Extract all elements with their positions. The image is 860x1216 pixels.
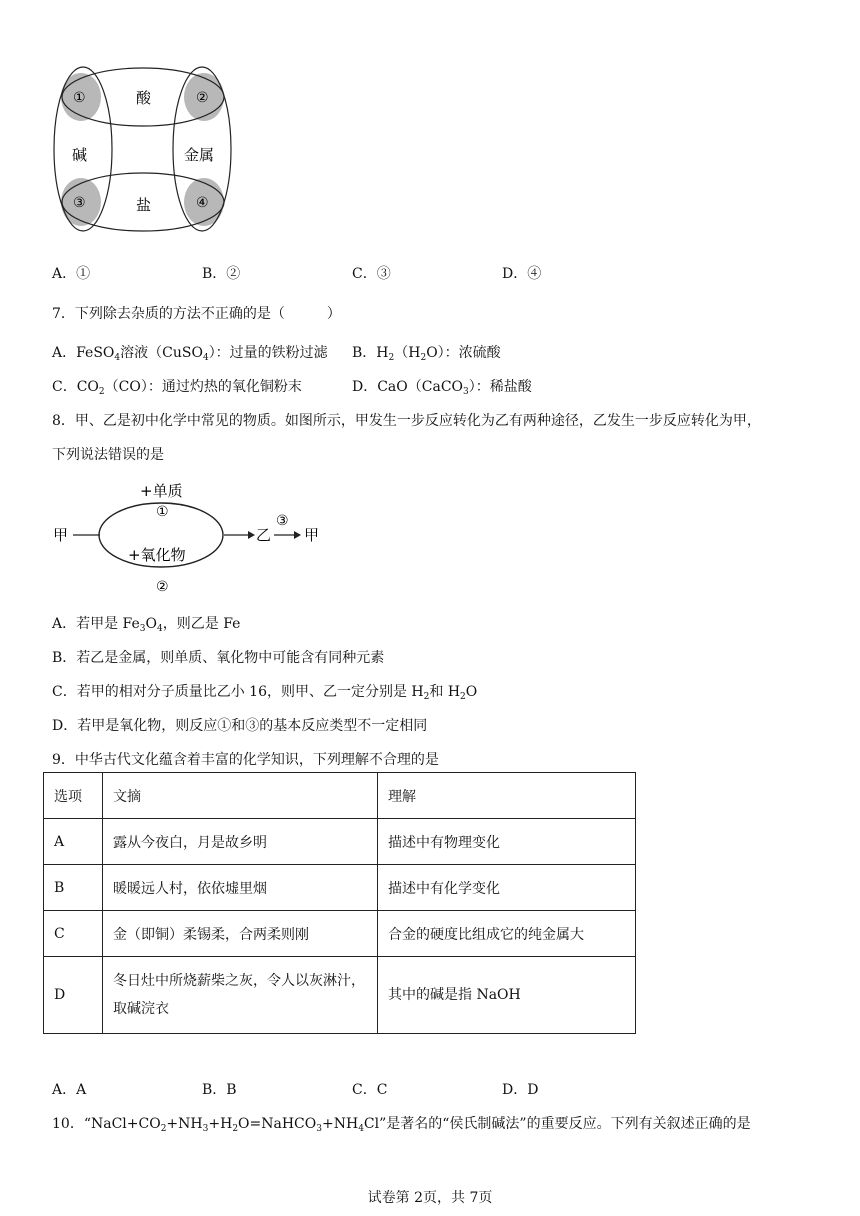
num-4: ④ [196,195,209,211]
acid-base-metal-salt-diagram [48,64,238,240]
q8-stem-line2: 下列说法错误的是 [52,447,164,463]
header-excerpt: 文摘 [103,773,378,819]
row-label: D [44,957,103,1034]
row-excerpt: 暖暖远人村，依依墟里烟 [103,865,378,911]
path-2-num: ② [156,579,169,595]
row-excerpt: 金（即铜）柔锡柔，合两柔则刚 [103,911,378,957]
q7-option-b[interactable]: B．$H_2(H_2O)$：浓硫酸 [352,345,501,363]
row-understanding: 描述中有化学变化 [378,865,636,911]
jia-right-label: 甲 [304,526,320,544]
page-footer: 试卷第 2页，共 7页 [367,1190,493,1206]
jia-left-label: 甲 [53,526,69,544]
q7-option-c[interactable]: C．$CO_2(CO)$：通过灼热的氧化铜粉末 [52,379,302,397]
q8-option-a[interactable]: A．若甲是 $Fe_3O_4$，则乙是 Fe [52,616,241,634]
q6-option-a[interactable]: A．① [52,266,91,282]
row-understanding: 描述中有物理变化 [378,819,636,865]
row-excerpt: 露从今夜白，月是故乡明 [103,819,378,865]
q6-option-b[interactable]: B．② [202,266,241,282]
q8-stem-line1: 8．甲、乙是初中化学中常见的物质。如图所示，甲发生一步反应转化为乙有两种途径，乙发生一步反应转化为甲， [52,413,761,429]
q6-option-c[interactable]: C．③ [352,266,391,282]
header-option: 选项 [44,773,103,819]
table-header-row [44,773,636,819]
arrow-to-jia-head [294,531,301,539]
arrow-to-yi-head [248,531,255,539]
row-excerpt: 冬日灶中所烧薪柴之灰，令人以灰淋汁， 取碱浣衣 [103,957,378,1034]
oxide-label: +氧化物 [128,546,186,564]
q8-option-c[interactable]: C．若甲的相对分子质量比乙小 16，则甲、乙一定分别是 $H_2$和 $H_2O$ [52,684,478,702]
q7-option-d[interactable]: D．CaO（CaCO$_3$）：稀盐酸 [352,379,532,397]
base-label: 碱 [72,146,88,164]
q9-option-a[interactable]: A．A [52,1082,87,1098]
num-1: ① [73,90,86,106]
path-3-num: ③ [276,513,289,529]
acid-label: 酸 [136,89,152,107]
table-row [44,911,636,957]
row-label: B [44,865,103,911]
row-label: A [44,819,103,865]
q9-stem: 9．中华古代文化蕴含着丰富的化学知识，下列理解不合理的是 [52,752,439,768]
simple-substance-label: +单质 [140,482,183,500]
q9-option-d[interactable]: D．D [502,1082,539,1098]
header-understanding: 理解 [378,773,636,819]
num-3: ③ [73,195,86,211]
yi-label: 乙 [256,526,272,544]
q7-stem: 7．下列除去杂质的方法不正确的是（ ） [52,306,341,322]
q9-table [43,772,636,1034]
q8-option-b[interactable]: B．若乙是金属，则单质、氧化物中可能含有同种元素 [52,650,385,666]
q8-conversion-diagram [48,478,338,598]
q10-stem: 10．“$NaCl+CO_2+NH_3+H_2O=NaHCO_3+NH_4Cl$”是著名的“侯氏制碱法”的重要反应。下列有关叙述正确的是 [52,1116,751,1134]
row-label: C [44,911,103,957]
q7-option-a[interactable]: A．FeSO$_4$溶液（CuSO$_4$）：过量的铁粉过滤 [52,345,328,363]
table-row [44,865,636,911]
row-understanding: 合金的硬度比组成它的纯金属大 [378,911,636,957]
q8-option-d[interactable]: D．若甲是氧化物，则反应①和③的基本反应类型不一定相同 [52,718,428,734]
path-1-num: ① [156,504,169,520]
metal-label: 金属 [184,146,215,164]
num-2: ② [196,90,209,106]
table-row [44,957,636,1034]
table-row [44,819,636,865]
q9-option-c[interactable]: C．C [352,1082,388,1098]
q6-option-d[interactable]: D．④ [502,266,542,282]
q9-option-b[interactable]: B．B [202,1082,237,1098]
row-understanding: 其中的碱是指 NaOH [378,957,636,1034]
salt-label: 盐 [136,196,152,214]
